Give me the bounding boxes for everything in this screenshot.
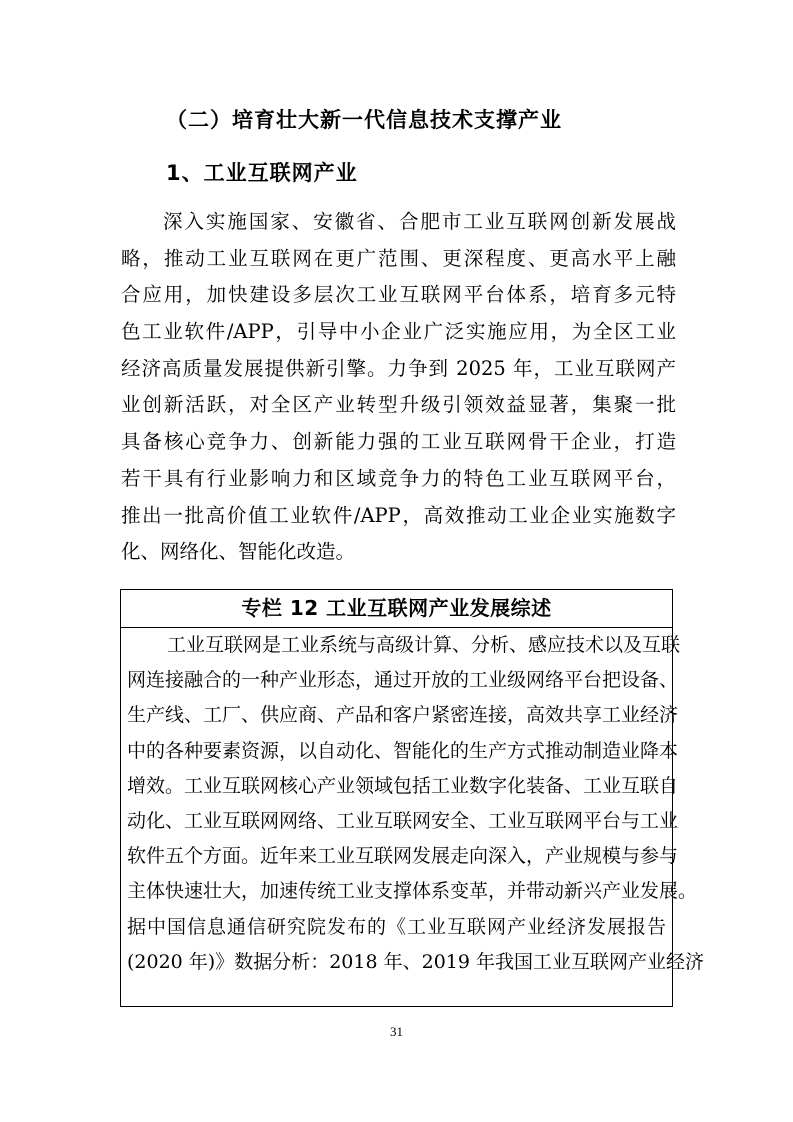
box-line: (2020 年)》数据分析：2018 年、2019 年我国工业互联网产业经济 (127, 950, 705, 973)
paragraph-line: 色工业软件/APP，引导中小企业广泛实施应用，为全区工业 (121, 320, 676, 344)
paragraph-line: 深入实施国家、安徽省、合肥市工业互联网创新发展战 (163, 210, 676, 233)
box-line: 动化、工业互联网网络、工业互联网安全、工业互联网平台与工业 (127, 809, 679, 832)
column-box-title: 专栏 12 工业互联网产业发展综述 (121, 590, 672, 628)
paragraph-line: 略，推动工业互联网在更广范围、更深程度、更高水平上融 (121, 246, 676, 270)
box-line: 据中国信息通信研究院发布的《工业互联网产业经济发展报告 (127, 915, 666, 938)
body-paragraph (121, 204, 676, 571)
paragraph-line: 合应用，加快建设多层次工业互联网平台体系，培育多元特 (121, 283, 676, 307)
column-box-body (121, 628, 705, 980)
box-line: 工业互联网是工业系统与高级计算、分析、感应技术以及互联 (167, 634, 681, 656)
paragraph-line: 化、网络化、智能化改造。 (121, 540, 356, 564)
paragraph-line: 具备核心竞争力、创新能力强的工业互联网骨干企业，打造 (121, 430, 676, 454)
section-heading: （二）培育壮大新一代信息技术支撑产业 (166, 108, 562, 132)
paragraph-line: 业创新活跃，对全区产业转型升级引领效益显著，集聚一批 (121, 393, 676, 417)
column-box (120, 589, 705, 1007)
subsection-heading: 1、工业互联网产业 (166, 161, 358, 185)
box-line: 网连接融合的一种产业形态，通过开放的工业级网络平台把设备、 (127, 669, 679, 692)
paragraph-line: 推出一批高价值工业软件/APP，高效推动工业企业实施数字 (121, 503, 676, 527)
box-line: 增效。工业互联网核心产业领域包括工业数字化装备、工业互联自 (127, 774, 679, 797)
paragraph-line: 经济高质量发展提供新引擎。力争到 2025 年，工业互联网产 (121, 356, 676, 380)
box-line: 生产线、工厂、供应商、产品和客户紧密连接，高效共享工业经济 (127, 704, 679, 727)
box-line: 主体快速壮大，加速传统工业支撑体系变革，并带动新兴产业发展。 (127, 880, 698, 903)
paragraph-line: 若干具有行业影响力和区域竞争力的特色工业互联网平台， (121, 466, 676, 490)
box-line: 软件五个方面。近年来工业互联网发展走向深入，产业规模与参与 (127, 845, 679, 868)
page-number: 31 (390, 1024, 403, 1039)
box-line: 中的各种要素资源，以自动化、智能化的生产方式推动制造业降本 (127, 739, 679, 762)
